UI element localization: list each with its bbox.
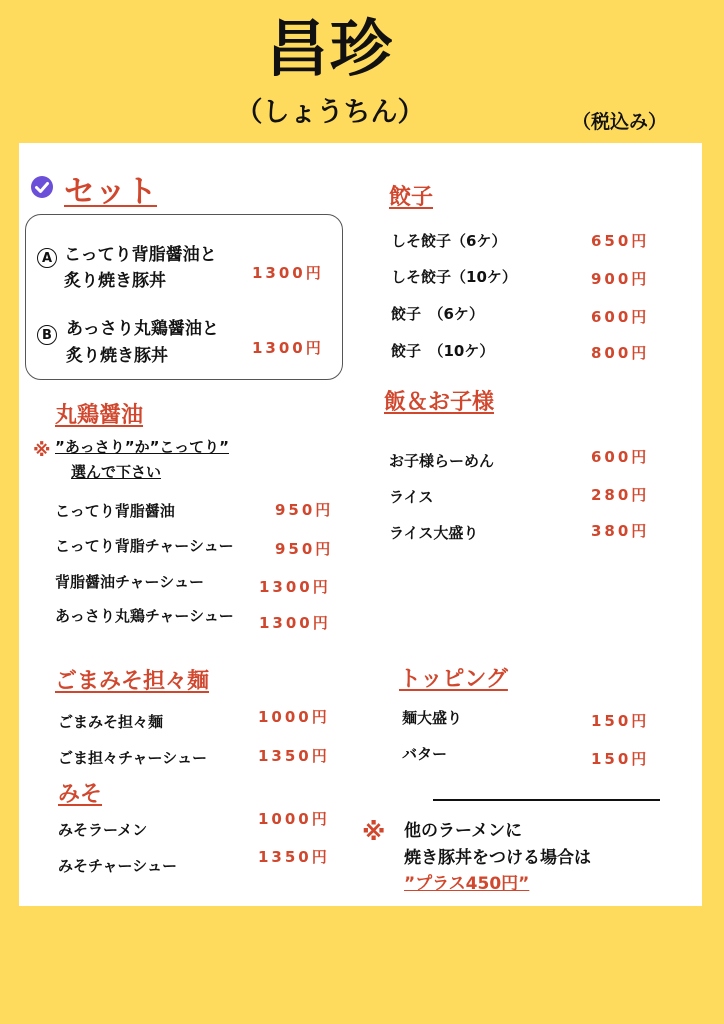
gyoza-item-name: しそ餃子（6ケ）	[391, 232, 507, 250]
gomamiso-item-price: 1000円	[258, 708, 330, 726]
rice-heading: 飯＆お子様	[384, 390, 495, 415]
footnote-line1: 他のラーメンに	[404, 821, 523, 841]
rice-item-price: 280円	[591, 486, 650, 504]
topping-item-name: 麺大盛り	[402, 709, 463, 727]
rice-item-price: 380円	[591, 522, 650, 540]
marudori-item-name: 背脂醤油チャーシュー	[55, 573, 204, 591]
marudori-item-name: こってり背脂醤油	[55, 502, 175, 520]
set-b-badge: B	[37, 325, 57, 345]
gyoza-item-price: 600円	[591, 308, 650, 326]
set-a-badge: A	[37, 248, 57, 268]
miso-item-price: 1000円	[258, 810, 330, 828]
gyoza-heading: 餃子	[389, 185, 434, 210]
set-b-line2: 炙り焼き豚丼	[66, 346, 168, 366]
miso-heading: みそ	[58, 782, 103, 807]
shop-reading: （しょうちん）	[235, 97, 425, 128]
gyoza-item-name: しそ餃子（10ケ）	[391, 268, 517, 286]
tax-note: （税込み）	[572, 111, 668, 133]
footnote-mark: ※	[362, 818, 386, 846]
gomamiso-item-name: ごま担々チャーシュー	[58, 749, 207, 767]
gyoza-item-price: 800円	[591, 344, 650, 362]
marudori-item-price: 1300円	[259, 614, 331, 632]
marudori-heading: 丸鶏醤油	[55, 403, 144, 428]
rice-item-name: お子様らーめん	[389, 452, 495, 470]
gyoza-item-name: 餃子 （6ケ）	[391, 305, 484, 323]
miso-item-name: みそチャーシュー	[58, 857, 177, 875]
gyoza-item-price: 650円	[591, 232, 650, 250]
marudori-item-name: こってり背脂チャーシュー	[55, 537, 234, 555]
set-a-line1: こってり背脂醤油と	[64, 245, 217, 265]
marudori-item-name: あっさり丸鶏チャーシュー	[55, 607, 234, 625]
rice-item-price: 600円	[591, 448, 650, 466]
gyoza-item-name: 餃子 （10ケ）	[391, 342, 495, 360]
miso-item-name: みそラーメン	[58, 821, 148, 839]
rice-item-name: ライス	[389, 488, 434, 506]
marudori-item-price: 950円	[275, 501, 334, 519]
set-a-price: 1300円	[252, 264, 324, 282]
marudori-note-line2: 選んで下さい	[71, 463, 162, 481]
topping-heading: トッピング	[399, 667, 508, 692]
marudori-item-price: 1300円	[259, 578, 331, 596]
gomamiso-item-name: ごまみそ担々麺	[58, 713, 164, 731]
footnote-line2: 焼き豚丼をつける場合は	[404, 848, 591, 868]
gomamiso-item-price: 1350円	[258, 747, 330, 765]
check-icon	[30, 175, 54, 199]
divider	[433, 799, 660, 801]
set-b-line1: あっさり丸鶏醤油と	[66, 319, 219, 339]
topping-item-name: バター	[402, 745, 448, 763]
miso-item-price: 1350円	[258, 848, 330, 866]
footnote-line3: ”プラス450円”	[404, 874, 530, 894]
marudori-item-price: 950円	[275, 540, 334, 558]
topping-item-price: 150円	[591, 712, 650, 730]
gyoza-item-price: 900円	[591, 270, 650, 288]
topping-item-price: 150円	[591, 750, 650, 768]
rice-item-name: ライス大盛り	[389, 524, 479, 542]
shop-name: 昌珍	[265, 12, 394, 85]
gomamiso-heading: ごまみそ担々麺	[55, 669, 210, 694]
marudori-note-mark: ※	[33, 440, 51, 461]
set-heading: セット	[64, 174, 157, 210]
marudori-note-line1: ”あっさり”か”こってり”	[55, 438, 229, 456]
set-a-line2: 炙り焼き豚丼	[64, 271, 166, 291]
set-b-price: 1300円	[252, 339, 324, 357]
